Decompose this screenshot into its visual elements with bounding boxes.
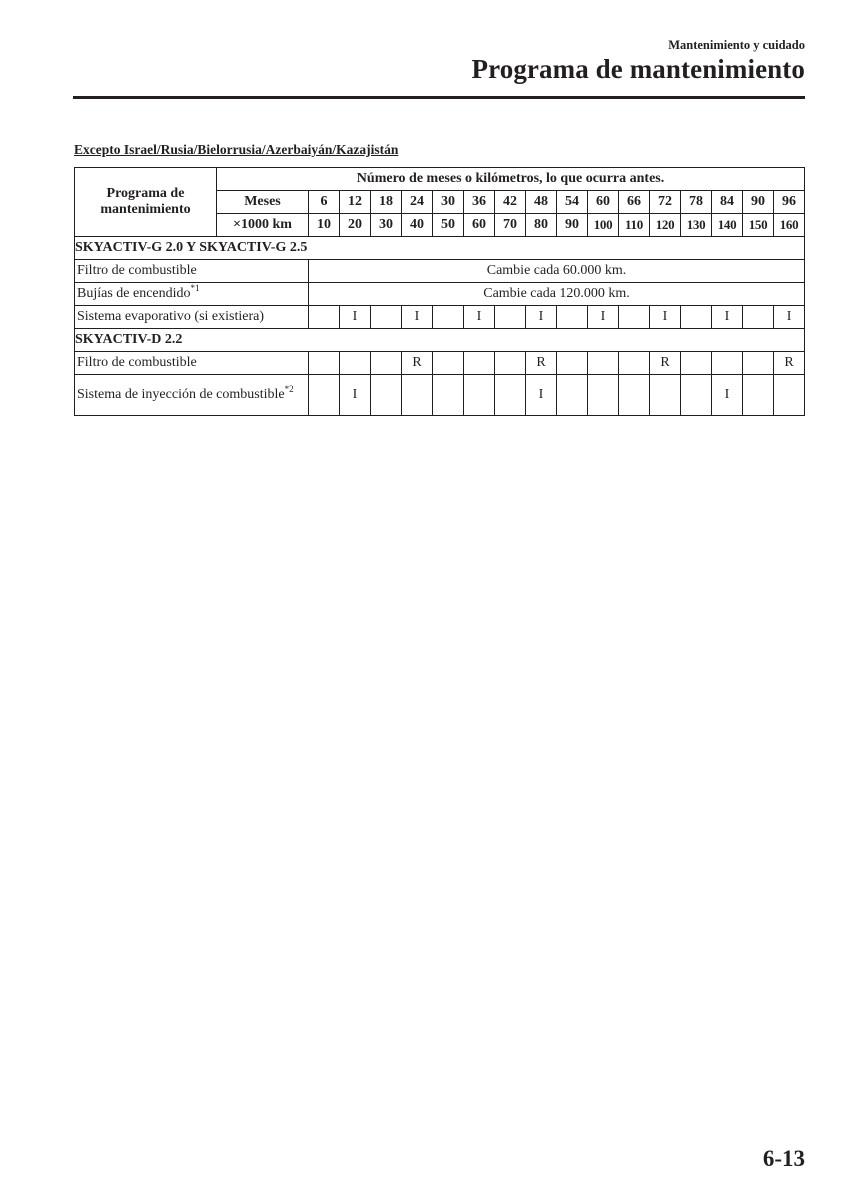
km-header: 90 <box>557 214 588 237</box>
table-row <box>75 352 805 375</box>
km-header: 20 <box>340 214 371 237</box>
schedule-cell: I <box>712 375 743 416</box>
maintenance-schedule-table <box>74 167 805 416</box>
schedule-cell <box>495 352 526 375</box>
month-header: 60 <box>588 191 619 214</box>
schedule-cell: R <box>526 352 557 375</box>
schedule-cell <box>681 306 712 329</box>
month-header: 66 <box>619 191 650 214</box>
schedule-cell <box>743 306 774 329</box>
table-corner-label: Programa de mantenimiento <box>75 168 217 237</box>
schedule-cell: I <box>340 306 371 329</box>
group-row <box>75 237 805 260</box>
km-header: 110 <box>619 214 650 237</box>
schedule-cell: I <box>340 375 371 416</box>
schedule-cell <box>340 352 371 375</box>
schedule-cell <box>712 352 743 375</box>
month-header: 48 <box>526 191 557 214</box>
schedule-cell <box>588 352 619 375</box>
group-name: SKYACTIV-G 2.0 Y SKYACTIV-G 2.5 <box>75 237 805 260</box>
km-header: 10 <box>309 214 340 237</box>
km-label: ×1000 km <box>217 214 309 237</box>
item-label <box>75 352 309 375</box>
item-label <box>75 375 309 416</box>
schedule-cell: I <box>650 306 681 329</box>
schedule-cell <box>464 352 495 375</box>
km-header: 30 <box>371 214 402 237</box>
item-label <box>75 260 309 283</box>
schedule-cell <box>557 375 588 416</box>
km-header: 70 <box>495 214 526 237</box>
km-header: 120 <box>650 214 681 237</box>
item-label-text: Sistema evaporativo (si existiera) <box>77 308 264 324</box>
schedule-body <box>75 237 805 416</box>
km-header: 60 <box>464 214 495 237</box>
schedule-cell <box>681 375 712 416</box>
schedule-cell <box>433 352 464 375</box>
region-heading: Excepto Israel/Rusia/Bielorrusia/Azerbaiyán/Kazajistán <box>74 142 399 157</box>
group-row <box>75 329 805 352</box>
month-header: 36 <box>464 191 495 214</box>
months-label: Meses <box>217 191 309 214</box>
table-row <box>75 375 805 416</box>
schedule-cell <box>495 375 526 416</box>
km-header: 100 <box>588 214 619 237</box>
item-label-text: Bujías de encendido <box>77 285 191 301</box>
month-header: 78 <box>681 191 712 214</box>
table-row <box>75 306 805 329</box>
schedule-cell <box>619 375 650 416</box>
schedule-cell <box>743 352 774 375</box>
section-title: Mantenimiento y cuidado <box>668 38 805 52</box>
schedule-cell <box>309 375 340 416</box>
title-rule <box>73 96 805 99</box>
month-header: 54 <box>557 191 588 214</box>
schedule-cell <box>371 352 402 375</box>
schedule-cell <box>433 375 464 416</box>
schedule-cell <box>619 352 650 375</box>
month-header: 96 <box>774 191 805 214</box>
schedule-cell <box>371 375 402 416</box>
schedule-cell: R <box>402 352 433 375</box>
month-header: 72 <box>650 191 681 214</box>
schedule-cell <box>402 375 433 416</box>
km-header: 160 <box>774 214 805 237</box>
schedule-cell <box>464 375 495 416</box>
km-header: 40 <box>402 214 433 237</box>
replace-interval-text: Cambie cada 60.000 km. <box>309 260 805 283</box>
month-header: 18 <box>371 191 402 214</box>
group-name: SKYACTIV-D 2.2 <box>75 329 805 352</box>
schedule-cell <box>309 352 340 375</box>
schedule-cell <box>774 375 805 416</box>
month-header: 30 <box>433 191 464 214</box>
schedule-cell: R <box>774 352 805 375</box>
month-header: 84 <box>712 191 743 214</box>
schedule-cell <box>588 375 619 416</box>
month-header: 6 <box>309 191 340 214</box>
item-label <box>75 306 309 329</box>
page-number: 6-13 <box>762 1146 805 1171</box>
schedule-cell: I <box>464 306 495 329</box>
month-header: 12 <box>340 191 371 214</box>
schedule-cell <box>557 352 588 375</box>
schedule-cell <box>309 306 340 329</box>
page-title: Programa de mantenimiento <box>471 54 805 84</box>
item-label-text: Sistema de inyección de combustible <box>77 386 285 402</box>
footnote-ref: *1 <box>190 282 200 293</box>
schedule-cell: R <box>650 352 681 375</box>
table-row <box>75 283 805 306</box>
schedule-cell <box>557 306 588 329</box>
month-header: 42 <box>495 191 526 214</box>
month-header: 24 <box>402 191 433 214</box>
schedule-cell <box>743 375 774 416</box>
km-header: 150 <box>743 214 774 237</box>
schedule-cell: I <box>526 375 557 416</box>
schedule-cell <box>371 306 402 329</box>
month-header: 90 <box>743 191 774 214</box>
footnote-ref: *2 <box>284 383 294 394</box>
schedule-cell <box>495 306 526 329</box>
schedule-cell <box>650 375 681 416</box>
km-header: 80 <box>526 214 557 237</box>
replace-interval-text: Cambie cada 120.000 km. <box>309 283 805 306</box>
schedule-cell: I <box>526 306 557 329</box>
schedule-cell: I <box>402 306 433 329</box>
schedule-cell: I <box>588 306 619 329</box>
interval-note: Número de meses o kilómetros, lo que ocurra antes. <box>217 168 805 191</box>
schedule-cell <box>619 306 650 329</box>
km-header: 130 <box>681 214 712 237</box>
item-label-text: Filtro de combustible <box>77 262 197 278</box>
km-header: 140 <box>712 214 743 237</box>
table-row <box>75 260 805 283</box>
schedule-cell: I <box>774 306 805 329</box>
item-label <box>75 283 309 306</box>
item-label-text: Filtro de combustible <box>77 354 197 370</box>
schedule-cell <box>681 352 712 375</box>
schedule-cell <box>433 306 464 329</box>
schedule-cell: I <box>712 306 743 329</box>
km-header: 50 <box>433 214 464 237</box>
